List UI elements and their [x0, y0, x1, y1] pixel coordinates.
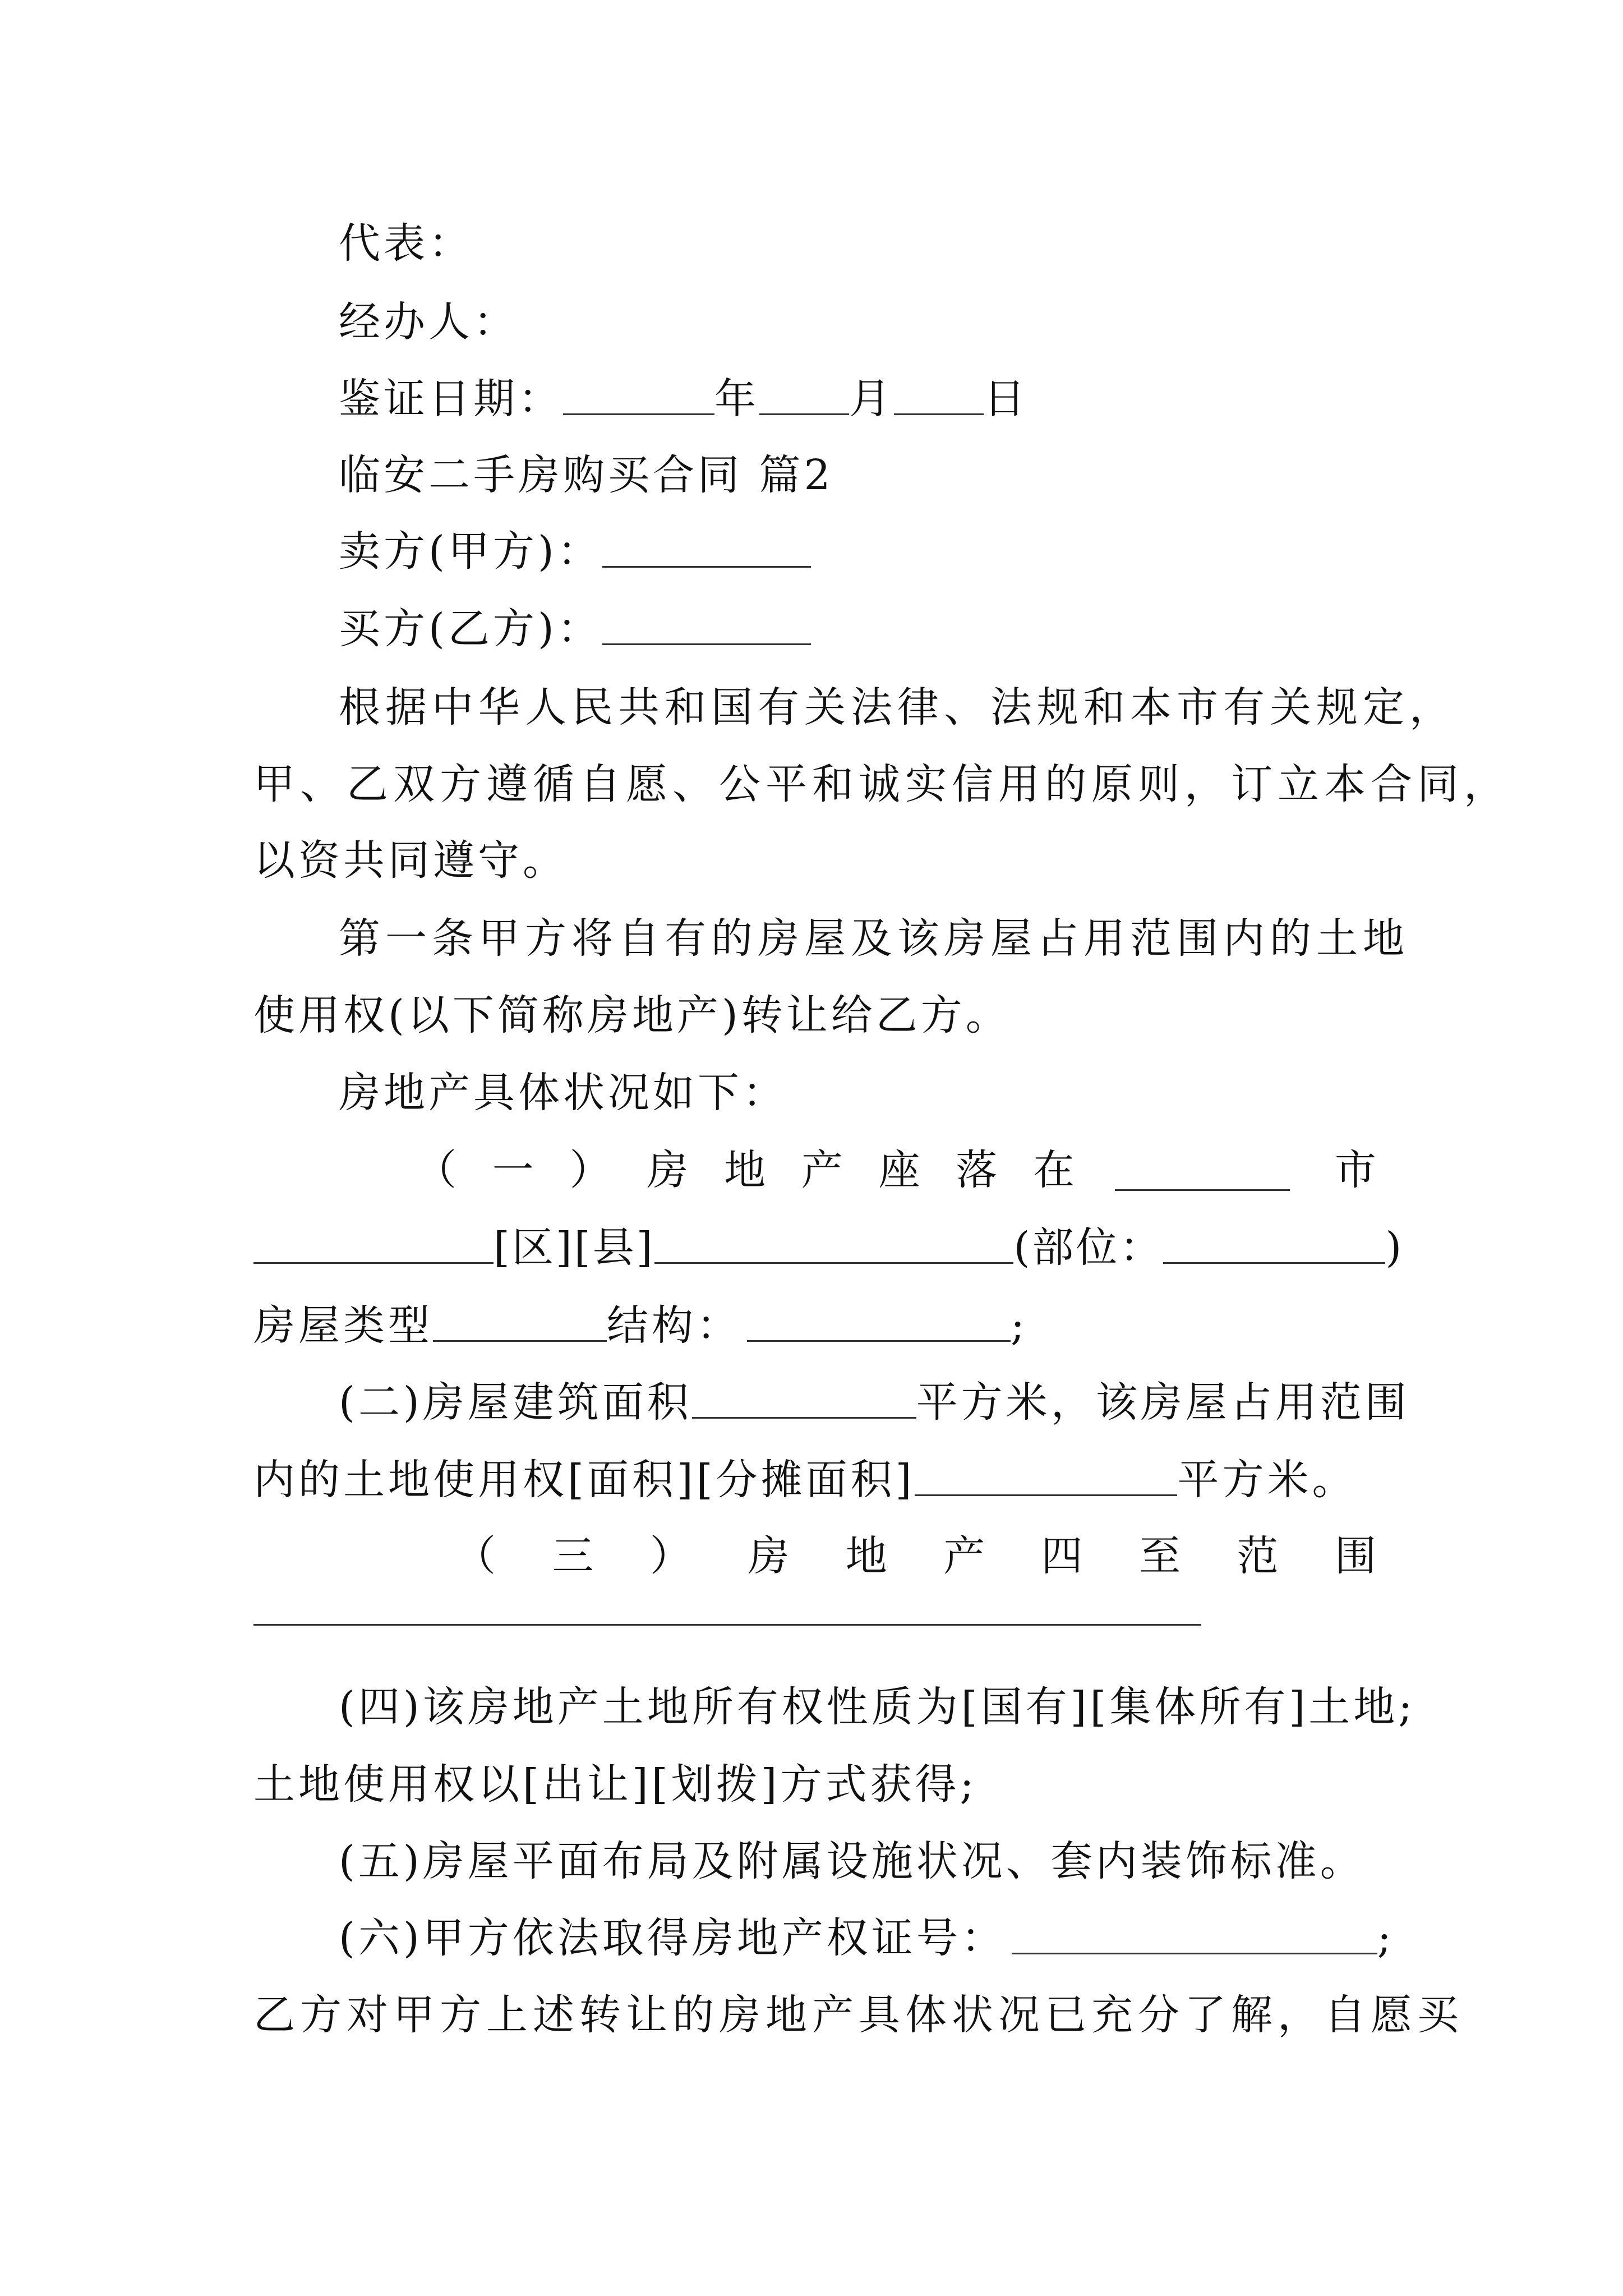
building-area-blank	[692, 1382, 916, 1419]
item-3-text	[454, 1528, 1380, 1584]
representative-label: 代表：	[339, 219, 473, 268]
buyer-blank	[602, 608, 811, 645]
street-blank	[654, 1227, 1013, 1264]
char: （	[454, 1532, 499, 1580]
year-blank	[563, 378, 714, 415]
char: ）	[649, 1532, 695, 1580]
char: ）	[569, 1146, 615, 1194]
contract-title	[339, 447, 1455, 503]
structure-blank	[747, 1305, 1011, 1342]
status-heading	[339, 1065, 1455, 1121]
land-area-label: 内的土地使用权[面积][分摊面积]	[253, 1456, 915, 1504]
item-6-line-1	[339, 1910, 1455, 1966]
char: 房	[647, 1146, 692, 1194]
seller-label: 卖方(甲方)：	[339, 527, 602, 576]
certificate-label: (六)甲方依法取得房地产权证号：	[339, 1914, 1006, 1962]
certificate-blank	[1012, 1917, 1377, 1954]
preamble-text-2: 甲、乙双方遵循自愿、公平和诚实信用的原则，订立本合同，	[253, 760, 1510, 808]
item-1-line-1	[415, 1142, 1380, 1198]
char: 落	[956, 1146, 1001, 1194]
item-6-text-2: 乙方对甲方上述转让的房地产具体状况已充分了解，自愿买	[253, 1991, 1464, 2039]
char: 地	[845, 1532, 891, 1580]
article-1-text-1: 第一条甲方将自有的房屋及该房屋占用范围内的土地	[339, 914, 1409, 963]
semicolon: ;	[1011, 1301, 1028, 1350]
item-1-location-label	[415, 1142, 1078, 1198]
char: 产	[801, 1146, 846, 1194]
preamble-text-1: 根据中华人民共和国有关法律、法规和本市有关规定，	[339, 683, 1456, 731]
year-label: 年	[714, 375, 759, 423]
month-blank	[759, 378, 849, 415]
char: 四	[1041, 1532, 1086, 1580]
buyer-label: 买方(乙方)：	[339, 605, 602, 653]
buyer-line	[339, 601, 1455, 657]
item-3-line	[454, 1528, 1380, 1584]
char: 房	[748, 1532, 793, 1580]
article-1-line-1	[339, 910, 1455, 967]
item-2-line-1	[339, 1374, 1455, 1430]
land-area-blank	[915, 1459, 1177, 1496]
building-area-label: (二)房屋建筑面积	[339, 1378, 692, 1427]
status-heading-text: 房地产具体状况如下：	[339, 1069, 787, 1117]
char: 产	[943, 1532, 989, 1580]
verification-date-line	[339, 371, 1455, 427]
district-blank	[253, 1227, 494, 1264]
item-4-text-2: 土地使用权以[出让][划拨]方式获得;	[253, 1760, 978, 1809]
char: 范	[1237, 1532, 1282, 1580]
seller-line	[339, 523, 1455, 579]
semicolon: ;	[1377, 1914, 1395, 1962]
position-label: (部位：	[1013, 1223, 1164, 1272]
char: 一	[492, 1146, 537, 1194]
month-label: 月	[849, 375, 894, 423]
position-blank	[1163, 1227, 1385, 1264]
city-label: 市	[1335, 1146, 1380, 1194]
preamble-line-2	[253, 756, 1510, 812]
item-4-line-2	[253, 1756, 1370, 1812]
city-blank	[1115, 1154, 1290, 1191]
char: 围	[1334, 1532, 1380, 1580]
boundary-blank-line	[253, 1624, 1201, 1626]
close-paren: )	[1385, 1223, 1404, 1272]
seller-blank	[602, 531, 811, 568]
article-1-line-2	[253, 987, 1370, 1043]
day-blank	[894, 378, 984, 415]
day-label: 日	[984, 375, 1029, 423]
item-2-line-2	[253, 1452, 1370, 1508]
item-5-line	[339, 1833, 1455, 1889]
char: 座	[878, 1146, 924, 1194]
contract-title-text: 临安二手房购买合同 篇2	[339, 451, 834, 499]
house-type-label: 房屋类型	[253, 1301, 433, 1350]
char: 地	[724, 1146, 769, 1194]
char: 至	[1139, 1532, 1184, 1580]
char: 三	[552, 1532, 597, 1580]
preamble-text-3: 以资共同遵守。	[253, 836, 568, 885]
preamble-line-1	[339, 679, 1455, 735]
item-6-line-2	[253, 1987, 1464, 2043]
char: 在	[1033, 1146, 1078, 1194]
handler-label: 经办人：	[339, 298, 518, 346]
char: （	[415, 1146, 460, 1194]
house-type-blank	[433, 1305, 607, 1342]
item-1-line-3	[253, 1297, 1370, 1354]
item-4-line-1	[339, 1679, 1455, 1735]
preamble-line-3	[253, 832, 1370, 889]
land-area-unit: 平方米。	[1177, 1456, 1357, 1504]
item-4-text-1: (四)该房地产土地所有权性质为[国有][集体所有]土地;	[339, 1683, 1416, 1731]
article-1-text-2: 使用权(以下简称房地产)转让给乙方。	[253, 991, 1011, 1039]
item-1-line-2	[253, 1220, 1404, 1276]
structure-label: 结构：	[607, 1301, 741, 1350]
representative-line	[339, 215, 1455, 272]
building-area-unit: 平方米，该房屋占用范围	[916, 1378, 1410, 1427]
date-label: 鉴证日期：	[339, 375, 563, 423]
item-5-text: (五)房屋平面布局及附属设施状况、套内装饰标准。	[339, 1837, 1365, 1885]
handler-line	[339, 294, 1455, 350]
district-label: [区][县]	[494, 1223, 655, 1272]
